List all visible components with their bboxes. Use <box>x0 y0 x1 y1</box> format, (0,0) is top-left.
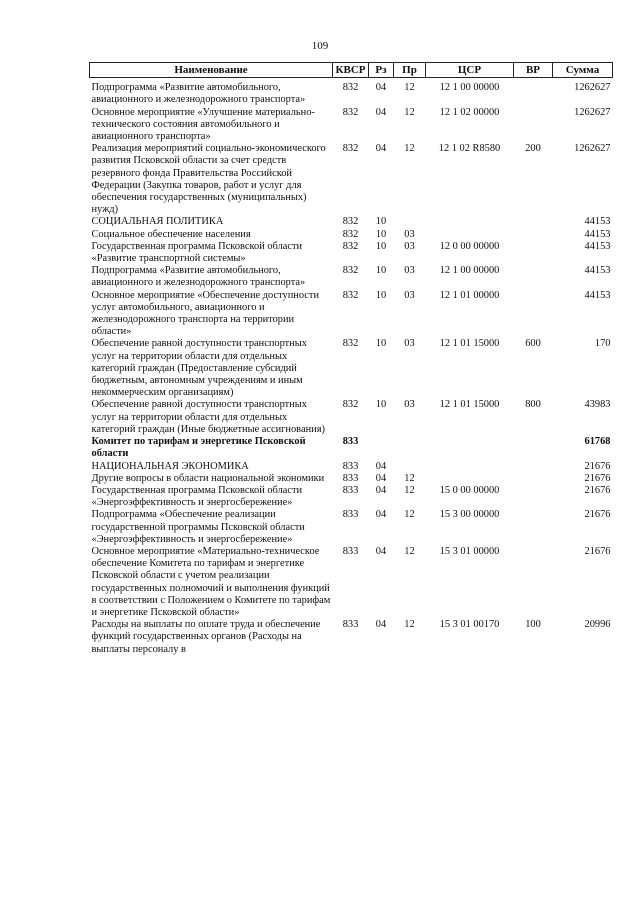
row-csr-cell: 15 3 01 00000 <box>439 545 500 557</box>
row-kvsr-cell: 832 <box>342 338 359 350</box>
row-rz-cell: 04 <box>375 143 387 155</box>
row-rz-cell: 10 <box>375 399 387 411</box>
row-kvsr-cell: 833 <box>342 436 359 448</box>
row-csr-cell: 12 1 00 00000 <box>439 265 500 277</box>
row-kvsr-cell: 832 <box>342 106 359 118</box>
row-csr-cell: 12 0 00 00000 <box>439 240 500 252</box>
row-rz-cell: 04 <box>375 509 387 521</box>
row-name-cell: Государственная программа Псковской области «Энергоэффективность и энергосбережение» <box>91 484 303 509</box>
row-csr-cell: 12 1 00 00000 <box>439 82 500 94</box>
row-csr-cell: 12 1 01 00000 <box>439 289 500 301</box>
row-kvsr-cell: 832 <box>342 240 359 252</box>
row-sum-cell: 21676 <box>584 484 611 496</box>
row-vr-cell <box>514 78 553 107</box>
row-sum-cell: 44153 <box>584 216 611 228</box>
row-rz-cell: 04 <box>375 545 387 557</box>
row-csr-cell <box>426 216 514 228</box>
row-csr-cell <box>426 229 514 241</box>
row-rz-cell: 04 <box>375 82 387 94</box>
row-name-cell: Основное мероприятие «Улучшение материально-технического состояния автомобильного и авиационного транспорта» <box>91 106 315 143</box>
table-row <box>90 436 613 460</box>
row-csr-cell: 15 3 01 00170 <box>439 619 500 631</box>
row-pr-cell: 12 <box>404 106 415 118</box>
row-pr-cell <box>394 436 426 460</box>
row-name-cell: Подпрограмма «Обеспечение реализации государственной программы Псковской области «Энергоэффективность и энергосбережение» <box>91 509 305 545</box>
row-name-cell: Реализация мероприятий социально-экономического развития Псковской области за счет средств резервного фонда Правительства Российской Федерации (Закупка товаров, работ и услуг для обеспечения государственных (муниципальных) нужд) <box>91 143 326 216</box>
row-vr-cell: 100 <box>525 619 541 631</box>
row-rz-cell: 10 <box>375 289 387 301</box>
row-kvsr-cell: 832 <box>342 82 359 94</box>
row-pr-cell: 03 <box>404 289 415 301</box>
row-csr-cell <box>426 473 514 485</box>
row-vr-cell <box>514 436 553 460</box>
row-sum-cell: 1262627 <box>574 82 611 94</box>
row-pr-cell <box>394 216 426 228</box>
page-number: 109 <box>311 40 329 52</box>
row-kvsr-cell: 832 <box>342 399 359 411</box>
row-csr-cell: 12 1 01 15000 <box>439 338 500 350</box>
table-row <box>90 485 613 509</box>
row-kvsr-cell: 832 <box>342 228 359 240</box>
row-csr-cell: 12 1 02 R8580 <box>438 143 501 155</box>
row-pr-cell <box>394 461 426 473</box>
row-rz-cell: 04 <box>375 619 387 631</box>
row-name-cell: Подпрограмма «Развитие автомобильного, авиационного и железнодорожного транспорта» <box>91 82 306 106</box>
row-csr-cell: 12 1 01 15000 <box>439 399 500 411</box>
row-pr-cell: 12 <box>404 545 415 557</box>
header-csr: ЦСР <box>426 63 514 78</box>
table-row <box>90 265 613 289</box>
row-kvsr-cell: 833 <box>342 509 359 521</box>
row-name-cell: Основное мероприятие «Обеспечение доступности услуг автомобильного, авиационного и железнодорожного транспорта на территории области» <box>91 289 320 338</box>
table-row <box>90 241 613 265</box>
table-header-row <box>90 63 613 78</box>
row-rz-cell: 04 <box>375 106 387 118</box>
row-rz-cell: 04 <box>375 472 387 484</box>
header-kvsr: КВСР <box>333 63 369 78</box>
row-rz-cell <box>369 436 394 460</box>
header-pr: Пр <box>394 63 426 78</box>
row-kvsr-cell: 832 <box>342 265 359 277</box>
header-vr: ВР <box>514 63 553 78</box>
row-vr-cell <box>514 265 553 289</box>
row-name-cell: Государственная программа Псковской области «Развитие транспортной системы» <box>91 240 303 265</box>
row-rz-cell: 04 <box>375 484 387 496</box>
row-pr-cell: 12 <box>404 143 415 155</box>
row-vr-cell <box>514 107 553 144</box>
row-name-cell: Подпрограмма «Развитие автомобильного, авиационного и железнодорожного транспорта» <box>91 265 306 289</box>
table-row <box>90 473 613 485</box>
row-kvsr-cell: 833 <box>342 460 359 472</box>
row-name-cell: Обеспечение равной доступности транспортных услуг на территории области для отдельных категорий граждан (Предоставление субсидий бюджетным, автономным учреждениям и иным некоммерческим организациям) <box>91 338 307 399</box>
table-row <box>90 143 613 216</box>
row-sum-cell: 44153 <box>584 265 611 277</box>
row-vr-cell: 200 <box>525 143 541 155</box>
row-pr-cell: 03 <box>404 338 415 350</box>
row-sum-cell: 44153 <box>584 228 611 240</box>
row-kvsr-cell: 832 <box>342 289 359 301</box>
header-rz: Рз <box>369 63 394 78</box>
table-row <box>90 461 613 473</box>
row-sum-cell: 21676 <box>584 545 611 557</box>
row-sum-cell: 21676 <box>584 460 611 472</box>
table-row <box>90 290 613 339</box>
row-rz-cell: 10 <box>375 265 387 277</box>
row-sum-cell: 44153 <box>584 240 611 252</box>
table-row <box>90 619 613 656</box>
row-name-cell: Комитет по тарифам и энергетике Псковской области <box>91 436 306 460</box>
row-csr-cell: 12 1 02 00000 <box>439 106 500 118</box>
row-pr-cell: 12 <box>404 472 415 484</box>
row-csr-cell <box>426 436 514 460</box>
row-vr-cell <box>514 546 553 619</box>
table-row <box>90 107 613 144</box>
row-sum-cell: 1262627 <box>574 106 611 118</box>
row-sum-cell: 61768 <box>584 436 611 448</box>
row-csr-cell: 15 3 00 00000 <box>439 509 500 521</box>
row-vr-cell <box>514 461 553 473</box>
table-row <box>90 338 613 399</box>
row-name-cell: Основное мероприятие «Материально-техническое обеспечение Комитета по тарифам и энергетике Псковской области с учетом реализации государственных полномочий и выполнения функций в соответствии с Положением о Комитете по тарифам и энергетике Псковской области» <box>91 545 331 618</box>
row-sum-cell: 1262627 <box>574 143 611 155</box>
row-rz-cell: 10 <box>375 216 387 228</box>
row-pr-cell: 03 <box>404 399 415 411</box>
budget-table <box>89 62 613 656</box>
row-vr-cell: 800 <box>525 399 541 411</box>
table-row <box>90 509 613 546</box>
row-sum-cell: 43983 <box>584 399 611 411</box>
row-name-cell: Обеспечение равной доступности транспортных услуг на территории области для отдельных категорий граждан (Иные бюджетные ассигнования) <box>91 399 325 435</box>
row-vr-cell <box>514 485 553 509</box>
row-vr-cell <box>514 241 553 265</box>
row-vr-cell <box>514 290 553 339</box>
table-row <box>90 229 613 241</box>
row-name-cell: НАЦИОНАЛЬНАЯ ЭКОНОМИКА <box>91 460 249 472</box>
header-name: Наименование <box>90 63 333 78</box>
row-rz-cell: 10 <box>375 240 387 252</box>
row-rz-cell: 04 <box>375 460 387 472</box>
table-row <box>90 78 613 107</box>
row-vr-cell <box>514 229 553 241</box>
row-sum-cell: 44153 <box>584 289 611 301</box>
row-csr-cell <box>426 461 514 473</box>
row-pr-cell: 03 <box>404 240 415 252</box>
row-sum-cell: 170 <box>594 338 611 350</box>
row-pr-cell: 03 <box>404 265 415 277</box>
row-kvsr-cell: 833 <box>342 545 359 557</box>
row-vr-cell <box>514 509 553 546</box>
table-row <box>90 216 613 228</box>
row-name-cell: Социальное обеспечение населения <box>91 228 251 240</box>
row-kvsr-cell: 833 <box>342 472 359 484</box>
row-sum-cell: 21676 <box>584 472 611 484</box>
row-kvsr-cell: 832 <box>342 143 359 155</box>
row-pr-cell: 12 <box>404 484 415 496</box>
row-sum-cell: 21676 <box>584 509 611 521</box>
row-rz-cell: 10 <box>375 338 387 350</box>
row-kvsr-cell: 832 <box>342 216 359 228</box>
row-kvsr-cell: 833 <box>342 619 359 631</box>
table-row <box>90 546 613 619</box>
row-vr-cell: 600 <box>525 338 541 350</box>
row-rz-cell: 10 <box>375 228 387 240</box>
table-row <box>90 399 613 436</box>
row-pr-cell: 12 <box>404 619 415 631</box>
row-name-cell: СОЦИАЛЬНАЯ ПОЛИТИКА <box>91 216 224 228</box>
header-sum: Сумма <box>553 63 613 78</box>
row-name-cell: Расходы на выплаты по оплате труда и обеспечение функций государственных органов (Расходы на выплаты персоналу в <box>91 619 321 655</box>
row-csr-cell: 15 0 00 00000 <box>439 484 500 496</box>
row-vr-cell <box>514 473 553 485</box>
row-kvsr-cell: 833 <box>342 484 359 496</box>
row-name-cell: Другие вопросы в области национальной экономики <box>91 472 325 484</box>
row-sum-cell: 20996 <box>584 619 611 631</box>
row-vr-cell <box>514 216 553 228</box>
row-pr-cell: 03 <box>404 228 415 240</box>
row-pr-cell: 12 <box>404 82 415 94</box>
row-pr-cell: 12 <box>404 509 415 521</box>
